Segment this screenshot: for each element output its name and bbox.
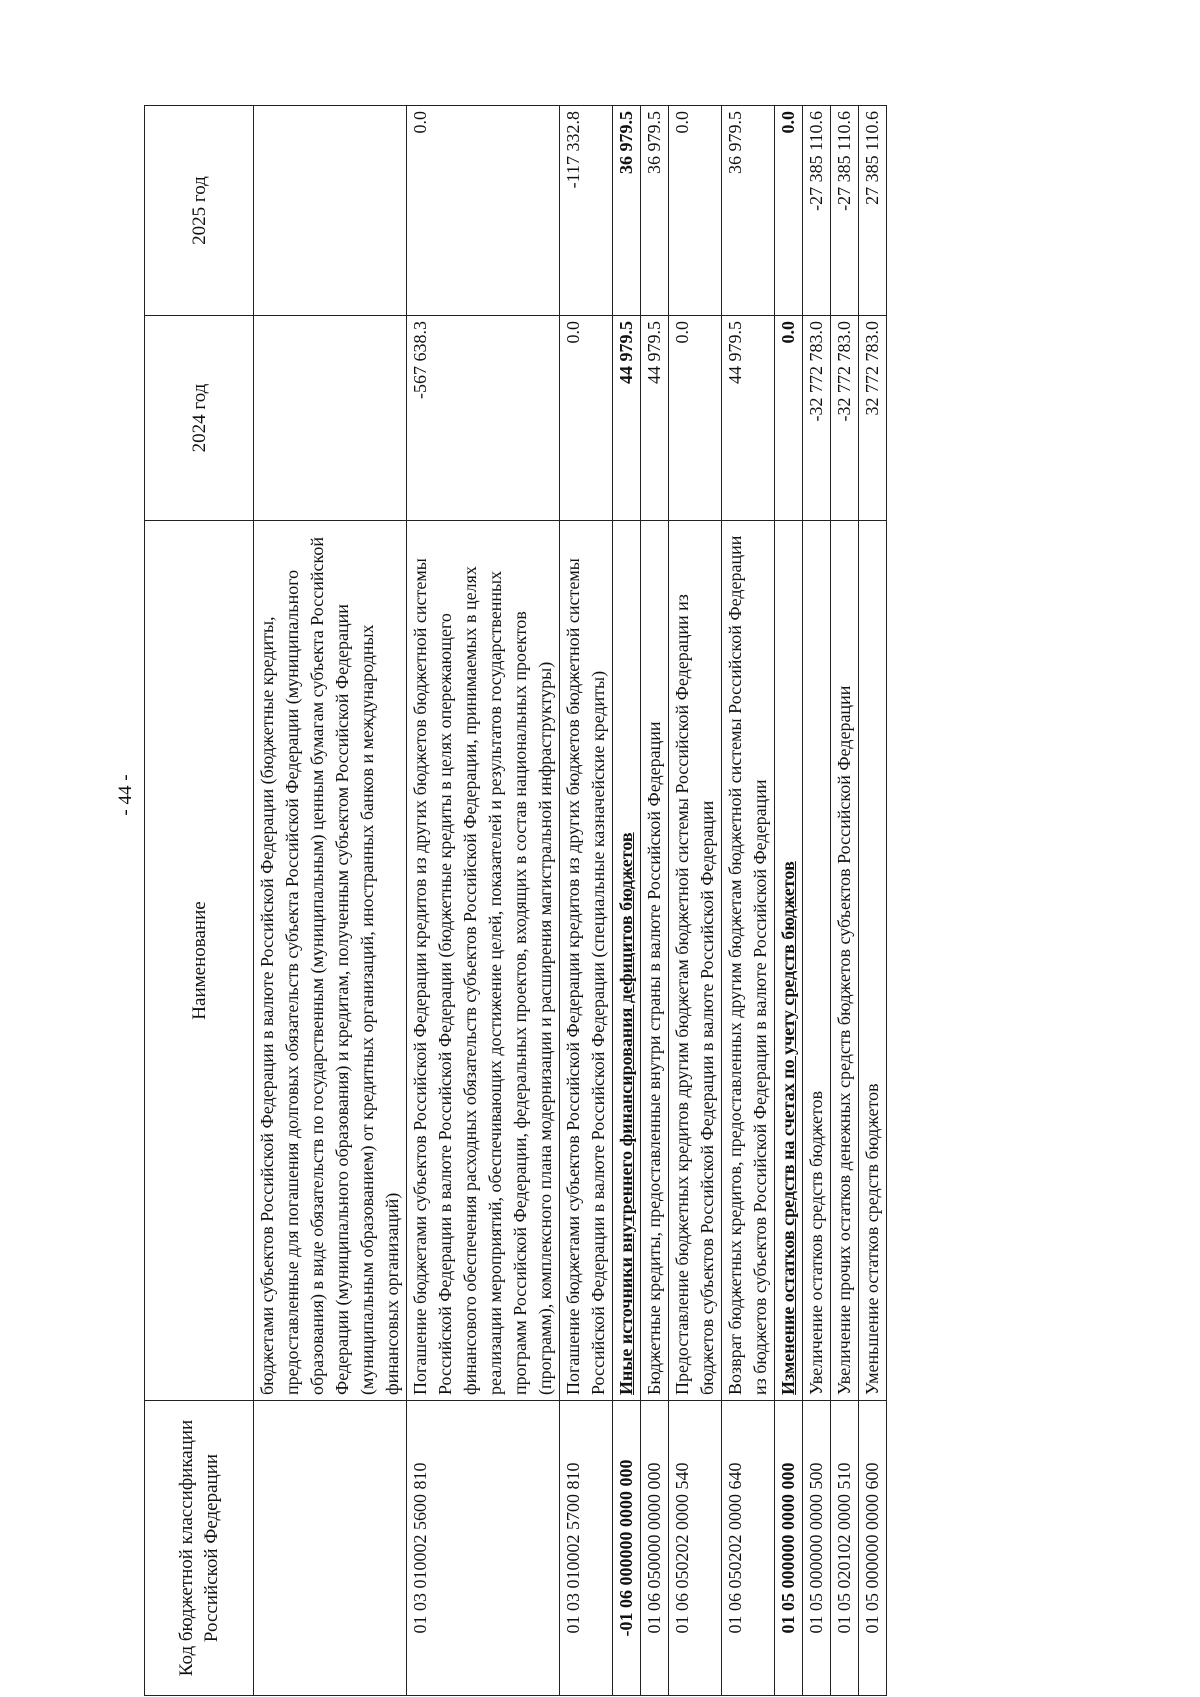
row-value-2024: 44 979.5 xyxy=(613,316,641,521)
rotated-table-frame xyxy=(144,106,1074,1696)
row-value-2024: 0.0 xyxy=(560,316,613,521)
table-row xyxy=(669,106,722,1696)
table-row xyxy=(722,106,775,1696)
row-code: 01 05 000000 0000 000 xyxy=(775,1401,803,1696)
table-row xyxy=(859,106,887,1696)
row-code: 01 05 000000 0000 600 xyxy=(859,1401,887,1696)
table-row xyxy=(803,106,831,1696)
row-value-2024: -32 772 783.0 xyxy=(803,316,831,521)
row-value-2024 xyxy=(254,316,407,521)
row-value-2024: -32 772 783.0 xyxy=(831,316,859,521)
header-year-2024: 2024 год xyxy=(145,316,254,521)
row-name: Погашение бюджетами субъектов Российской Федерации кредитов из других бюджетов бюджетной системы Российской Федерации в валюте Российской Федерации (бюджетные кредиты в целях опережающего финансового обеспечения расходных обязательств субъектов Российской Федерации, принимаемых в целях реализации мероприятий, обеспечивающих достижение целей, показателей и результатов государственных программ Российской Федерации, федеральных проектов, входящих в состав национальных проектов (программ), комплексного плана модернизации и расширения магистральной инфраструктуры) xyxy=(407,521,560,1401)
table-row xyxy=(560,106,613,1696)
row-code: 01 03 010002 5600 810 xyxy=(407,1401,560,1696)
row-value-2024: 44 979.5 xyxy=(722,316,775,521)
row-name: Бюджетные кредиты, предоставленные внутри страны в валюте Российской Федерации xyxy=(641,521,669,1401)
row-value-2025 xyxy=(254,106,407,316)
row-name: Иные источники внутреннего финансирования дефицитов бюджетов xyxy=(613,521,641,1401)
row-value-2024: 0.0 xyxy=(669,316,722,521)
budget-sources-table xyxy=(144,105,887,1696)
row-value-2025: 36 979.5 xyxy=(613,106,641,316)
row-code xyxy=(254,1401,407,1696)
page-number: - 44 - xyxy=(115,774,136,816)
row-value-2024: 0.0 xyxy=(775,316,803,521)
row-value-2025: 27 385 110.6 xyxy=(859,106,887,316)
table-row xyxy=(641,106,669,1696)
row-code: -01 06 000000 0000 000 xyxy=(613,1401,641,1696)
header-code: Код бюджетной классификации Российской Федерации xyxy=(145,1401,254,1696)
row-code: 01 05 000000 0000 500 xyxy=(803,1401,831,1696)
row-value-2025: 36 979.5 xyxy=(722,106,775,316)
row-code: 01 03 010002 5700 810 xyxy=(560,1401,613,1696)
row-name: бюджетами субъектов Российской Федерации в валюте Российской Федерации (бюджетные кредиты, предоставленные для погашения долговых обязательств субъекта Российской Федерации (муниципального образования) в виде обязательств по государственным (муниципальным) ценным бумагам субъекта Российской Федерации (муниципального образования) и кредитам, полученным субъектом Российской Федерации (муниципальным образованием) от кредитных организаций, иностранных банков и международных финансовых организаций) xyxy=(254,521,407,1401)
table-wrapper xyxy=(144,106,1200,1677)
row-name: Предоставление бюджетных кредитов другим бюджетам бюджетной системы Российской Федерации из бюджетов субъектов Российской Федерации в валюте Российской Федерации xyxy=(669,521,722,1401)
table-row xyxy=(407,106,560,1696)
row-value-2025: 0.0 xyxy=(669,106,722,316)
row-value-2025: 36 979.5 xyxy=(641,106,669,316)
row-code: 01 06 050000 0000 000 xyxy=(641,1401,669,1696)
row-code: 01 05 020102 0000 510 xyxy=(831,1401,859,1696)
table-row-subtotal xyxy=(775,106,803,1696)
row-value-2025: 0.0 xyxy=(407,106,560,316)
table-row xyxy=(254,106,407,1696)
row-name: Уменьшение остатков средств бюджетов xyxy=(859,521,887,1401)
row-name: Погашение бюджетами субъектов Российской Федерации кредитов из других бюджетов бюджетной системы Российской Федерации в валюте Российской Федерации (специальные казначейские кредиты) xyxy=(560,521,613,1401)
table-row-subtotal xyxy=(613,106,641,1696)
header-year-2025: 2025 год xyxy=(145,106,254,316)
row-value-2025: -27 385 110.6 xyxy=(831,106,859,316)
row-name: Увеличение прочих остатков денежных средств бюджетов субъектов Российской Федерации xyxy=(831,521,859,1401)
row-value-2025: 0.0 xyxy=(775,106,803,316)
row-value-2024: -567 638.3 xyxy=(407,316,560,521)
row-name: Возврат бюджетных кредитов, предоставленных другим бюджетам бюджетной системы Российской Федерации из бюджетов субъектов Российской Федерации в валюте Российской Федерации xyxy=(722,521,775,1401)
header-name: Наименование xyxy=(145,521,254,1401)
row-value-2025: -27 385 110.6 xyxy=(803,106,831,316)
row-value-2024: 44 979.5 xyxy=(641,316,669,521)
row-value-2024: 32 772 783.0 xyxy=(859,316,887,521)
row-code: 01 06 050202 0000 640 xyxy=(722,1401,775,1696)
row-name: Увеличение остатков средств бюджетов xyxy=(803,521,831,1401)
row-name: Изменение остатков средств на счетах по учету средств бюджетов xyxy=(775,521,803,1401)
table-row xyxy=(831,106,859,1696)
table-header-row xyxy=(145,106,254,1696)
row-value-2025: -117 332.8 xyxy=(560,106,613,316)
row-code: 01 06 050202 0000 540 xyxy=(669,1401,722,1696)
